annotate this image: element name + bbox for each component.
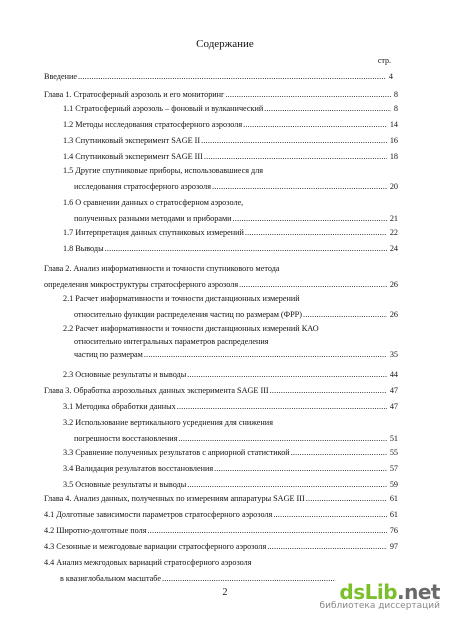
toc-dot-leader <box>214 464 387 474</box>
toc-entry-text: 4.2 Широтно-долготные поля <box>44 526 147 535</box>
toc-entry-text: 4.4 Анализ межгодовых вариаций стратосферного аэрозоля <box>44 558 252 567</box>
toc-entry-text: относительно функции распределения частиц по размерам (ФРР) <box>74 310 302 319</box>
toc-dot-leader <box>162 574 335 584</box>
toc-entry-page: 21 <box>389 214 398 223</box>
toc-dot-leader <box>239 280 387 290</box>
toc-entry-page: 55 <box>389 448 398 457</box>
toc-entry <box>44 526 398 536</box>
toc-entry-text: 3.1 Методика обработки данных <box>63 402 176 411</box>
toc-entry-page: 51 <box>389 434 398 443</box>
toc-dot-leader <box>144 350 387 360</box>
toc-entry-text: 2.3 Основные результаты и выводы <box>63 370 187 379</box>
watermark-logo: dsLib.net <box>339 580 440 604</box>
toc-dot-leader <box>225 90 391 100</box>
toc-entry <box>44 280 398 290</box>
toc-entry <box>63 370 398 380</box>
toc-entry <box>44 386 398 396</box>
toc-dot-leader <box>187 480 387 490</box>
toc-dot-leader <box>303 310 387 320</box>
toc-entry-page: 8 <box>393 90 398 99</box>
toc-entry-text: 1.8 Выводы <box>63 244 104 253</box>
toc-entry-text: 2.2 Расчет информативности и точности дистанционных измерений КАО <box>63 324 319 333</box>
toc-dot-leader <box>212 182 387 192</box>
toc-dot-leader <box>273 510 387 520</box>
toc-entry <box>63 464 398 474</box>
toc-entry-page: 59 <box>389 480 398 489</box>
toc-dot-leader <box>243 120 387 130</box>
watermark <box>320 580 440 611</box>
toc-entry-text: 4.3 Сезонные и межгодовые вариации стратосферного аэрозоля <box>44 542 267 551</box>
toc-entry <box>63 480 398 490</box>
toc-entry-text: 1.2 Методы исследования стратосферного аэрозоля <box>63 120 243 129</box>
toc-dot-leader <box>267 542 387 552</box>
toc-entry-text: Глава 3. Обработка аэрозольных данных эксперимента SAGE III <box>44 386 269 395</box>
toc-entry-text: 3.4 Валидация результатов восстановления <box>63 464 214 473</box>
toc-entry-page: 97 <box>389 542 398 551</box>
toc-entry <box>74 434 398 444</box>
toc-entry-page: 22 <box>389 228 398 237</box>
toc-entry-text: 3.5 Основные результаты и выводы <box>63 480 187 489</box>
toc-entry <box>63 136 398 146</box>
toc-entry-page: 61 <box>389 510 398 519</box>
toc-dot-leader <box>187 370 387 380</box>
toc-entry-text: 1.1 Стратосферный аэрозоль – фоновый и вулканический <box>63 104 264 113</box>
toc-entry <box>63 244 398 254</box>
toc-entry <box>63 402 398 412</box>
toc-dot-leader <box>245 228 387 238</box>
toc-entry <box>44 72 393 82</box>
toc-entry <box>44 494 398 504</box>
toc-dot-leader <box>264 104 391 114</box>
toc-entry-text: относительно интегральных параметров распределения <box>74 337 269 346</box>
toc-dot-leader <box>105 244 387 254</box>
toc-entry <box>74 350 398 360</box>
toc-entry-text: исследования стратосферного аэрозоля <box>74 182 211 191</box>
toc-entry <box>63 120 398 130</box>
toc-entry-page: 44 <box>389 370 398 379</box>
toc-entry-page: 24 <box>389 244 398 253</box>
toc-dot-leader <box>177 402 387 412</box>
toc-entry-text: Глава 2. Анализ информативности и точности спутникового метода <box>44 264 280 273</box>
toc-entry-text: полученных разными методами и приборами <box>74 214 232 223</box>
toc-entry-text: Глава 4. Анализ данных, полученных по измерениям аппаратуры SAGE III <box>44 494 305 503</box>
toc-entry-text: частиц по размерам <box>74 350 143 359</box>
toc-entry-page: 35 <box>389 350 398 359</box>
toc-dot-leader <box>291 448 387 458</box>
toc-entry-page: 26 <box>389 280 398 289</box>
toc-entry <box>44 542 398 552</box>
page-title: Содержание <box>196 38 254 50</box>
toc-entry-page: 47 <box>389 402 398 411</box>
toc-entry-text: 3.3 Сравнение полученных результатов с априорной статистикой <box>63 448 290 457</box>
toc-entry-text: погрешности восстановления <box>74 434 178 443</box>
toc-entry-page: 16 <box>389 136 398 145</box>
toc-entry-text: 1.3 Спутниковый эксперимент SAGE II <box>63 136 201 145</box>
toc-entry-text: 4.1 Долготные зависимости параметров стратосферного аэрозоля <box>44 510 273 519</box>
toc-entry-page: 14 <box>389 120 398 129</box>
toc-entry <box>63 228 398 238</box>
toc-entry-page: 76 <box>389 526 398 535</box>
toc-entry-page: 18 <box>389 152 398 161</box>
toc-dot-leader <box>148 526 387 536</box>
toc-entry-text: Глава 1. Стратосферный аэрозоль и его мониторинг <box>44 90 225 99</box>
toc-dot-leader <box>78 72 386 82</box>
toc-entry-page: 26 <box>389 310 398 319</box>
toc-entry-text: 1.5 Другие спутниковые приборы, использовавшиеся для <box>63 166 264 175</box>
toc-entry-text: 1.7 Интерпретация данных спутниковых измерений <box>63 228 244 237</box>
toc-entry <box>44 510 398 520</box>
toc-entry-page: 4 <box>388 72 393 81</box>
toc-entry-text: 1.4 Спутниковый эксперимент SAGE III <box>63 152 203 161</box>
toc-entry <box>74 214 398 224</box>
watermark-subtitle: библиотека диссертаций <box>319 601 440 611</box>
toc-entry-text: Введение <box>44 72 78 81</box>
toc-entry-text: 1.6 О сравнении данных о стратосферном аэрозоле, <box>63 198 244 207</box>
toc-entry-page: 8 <box>393 104 398 113</box>
toc-entry <box>63 104 398 114</box>
toc-entry-text: 2.1 Расчет информативности и точности дистанционных измерений <box>63 294 300 303</box>
page-column-header: стр. <box>377 56 391 65</box>
toc-entry <box>74 310 398 320</box>
toc-entry <box>63 152 398 162</box>
toc-entry-page: 57 <box>389 464 398 473</box>
toc-dot-leader <box>306 494 387 504</box>
page-number: 2 <box>222 587 228 598</box>
toc-entry-page: 47 <box>389 386 398 395</box>
toc-entry <box>44 90 398 100</box>
toc-entry-text: в квазиглобальном масштабе <box>60 574 161 583</box>
toc-dot-leader <box>201 136 387 146</box>
toc-dot-leader <box>178 434 386 444</box>
toc-dot-leader <box>270 386 387 396</box>
toc-entry <box>60 574 338 584</box>
toc-entry-page: 61 <box>389 494 398 503</box>
toc-entry <box>63 448 398 458</box>
toc-dot-leader <box>204 152 387 162</box>
toc-dot-leader <box>233 214 387 224</box>
toc-entry-text: 3.2 Использование вертикального усреднения для снижения <box>63 418 273 427</box>
toc-entry-page: 20 <box>389 182 398 191</box>
toc-entry <box>74 182 398 192</box>
toc-entry-text: определения микроструктуры стратосферного аэрозоля <box>44 280 239 289</box>
